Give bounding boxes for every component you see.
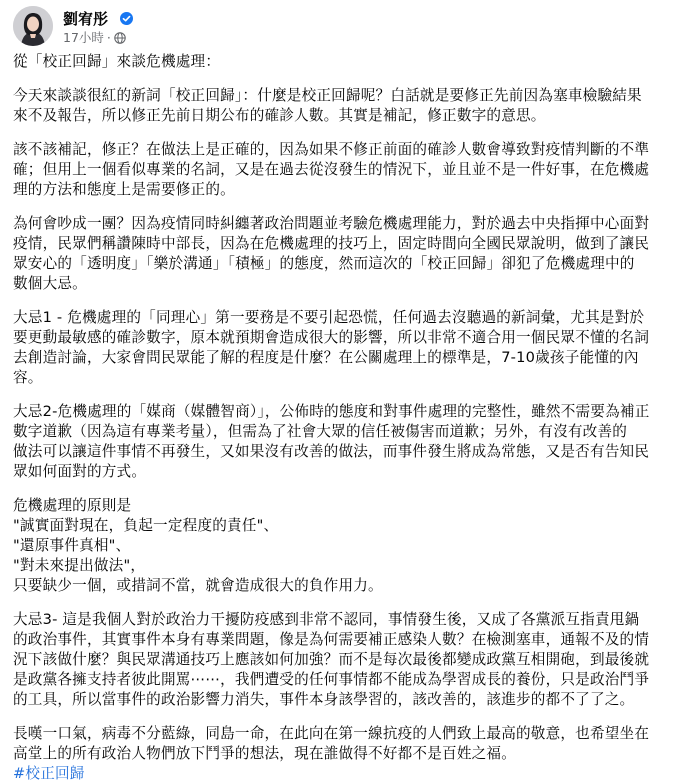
profile-photo-icon <box>13 6 53 46</box>
paragraph-line: 去創造討論，大家會問民眾能了解的程度是什麼？在公關處理上的標準是，7-10歲孩子能懂的內 <box>13 349 639 366</box>
globe-icon[interactable] <box>114 32 126 44</box>
hashtag-link[interactable]: #校正回歸 <box>13 765 85 782</box>
paragraph-line: 的工具，所以當事件的政治影響力消失，事件本身該學習的，該改善的，該進步的都不了了之。 <box>13 691 635 708</box>
paragraph-line: 大忌2-危機處理的「媒商（媒體智商）」，公佈時的態度和對事件處理的完整性，雖然不需要為補正 <box>13 403 650 420</box>
avatar[interactable] <box>13 6 53 46</box>
paragraph-line: 數字道歉（因為這有專業考量），但需為了社會大眾的信任被傷害而道歉；另外，有沒有改善的 <box>13 423 628 440</box>
paragraph-line: 眾安心的「透明度」「樂於溝通」「積極」的態度，然而這次的「校正回歸」卻犯了危機處理中的 <box>13 255 635 272</box>
paragraph-line: "還原事件真相"、 <box>13 537 131 554</box>
paragraph-line: 高堂上的所有政治人物們放下鬥爭的想法，現在誰做得不好都不是百姓之福。 <box>13 745 516 762</box>
paragraph-line: 疫情，民眾們稱讚陳時中部長，因為在危機處理的技巧上，固定時間向全國民眾說明，做到了讓民 <box>13 235 650 252</box>
paragraph-line: 理的方法和態度上是需要修正的。 <box>13 181 235 198</box>
paragraph-line: 眾如何面對的方式。 <box>13 463 147 480</box>
paragraph-line: 今天來談談很紅的新詞「校正回歸」：什麼是校正回歸呢？白話就是要修正先前因為塞車檢驗結果 <box>13 87 642 104</box>
post-paragraph <box>13 402 663 482</box>
post-timestamp[interactable]: 17小時 <box>63 30 104 45</box>
paragraph-line: 來不及報告，所以修正先前日期公布的確診人數。其實是補記，修正數字的意思。 <box>13 107 546 124</box>
paragraph-line: 是政黨各擁支持者彼此開罵⋯⋯，我們遭受的任何事情都不能成為學習成長的養份，只是政治鬥爭 <box>13 671 650 688</box>
paragraph-line: 長嘆一口氣，病毒不分藍綠，同島一命，在此向在第一線抗疫的人們致上最高的敬意，也希望坐在 <box>13 725 650 742</box>
post-paragraph <box>13 52 663 72</box>
author-name[interactable]: 劉宥彤 <box>63 10 109 28</box>
post-paragraph <box>13 140 663 200</box>
paragraph-line: 確；但用上一個看似專業的名詞，又是在過去從沒發生的情況下，並且並不是一件好事，在危機處 <box>13 161 650 178</box>
post-paragraph <box>13 496 663 596</box>
paragraph-line: 為何會吵成一團？因為疫情同時糾纏著政治問題並考驗危機處理能力，對於過去中央指揮中心面對 <box>13 215 650 232</box>
paragraph-line: "誠實面對現在，負起一定程度的責任"、 <box>13 517 279 534</box>
post-paragraph <box>13 86 663 126</box>
post-paragraph <box>13 214 663 294</box>
paragraph-line: 容。 <box>13 369 43 386</box>
paragraph-line: 數個大忌。 <box>13 275 87 292</box>
paragraph-line: 大忌1 - 危機處理的「同理心」第一要務是不要引起恐慌，任何過去沒聽過的新詞彙，尤其是對於 <box>13 309 645 326</box>
post-meta <box>63 28 126 46</box>
post-paragraph <box>13 308 663 388</box>
paragraph-line: 大忌3- 這是我個人對於政治力干擾防疫感到非常不認同，事情發生後，又成了各黨派互指責甩鍋 <box>13 611 640 628</box>
paragraph-line: 只要缺少一個，或措詞不當，就會造成很大的負作用力。 <box>13 577 383 594</box>
paragraph-line: 該不該補記，修正？在做法上是正確的，因為如果不修正前面的確診人數會導致對疫情判斷的不準 <box>13 141 650 158</box>
paragraph-line: 要更動最敏感的確診數字，原本就預期會造成很大的影響，所以非常不適合用一個民眾不懂的名詞 <box>13 329 650 346</box>
paragraph-line: 的政治事件，其實事件本身有專業問題，像是為何需要補正感染人數？在檢測塞車，通報不及的情 <box>13 631 650 648</box>
verified-badge-icon <box>120 10 133 23</box>
paragraph-line: 危機處理的原則是 <box>13 497 132 514</box>
paragraph-line: 做法可以讓這件事情不再發生，又如果沒有改善的做法，而事件發生將成為常態，又是否有告知民 <box>13 443 650 460</box>
paragraph-line: 況下該做什麼？與民眾溝通技巧上應該如何加強？而不是每次最後都變成政黨互相開砲，到最後就 <box>13 651 650 668</box>
paragraph-line: 從「校正回歸」來談危機處理： <box>13 53 221 70</box>
post-paragraph <box>13 724 663 764</box>
paragraph-line: "對未來提出做法"， <box>13 557 146 574</box>
post-body <box>13 52 663 784</box>
meta-separator: · <box>106 30 111 45</box>
post-paragraph <box>13 610 663 710</box>
